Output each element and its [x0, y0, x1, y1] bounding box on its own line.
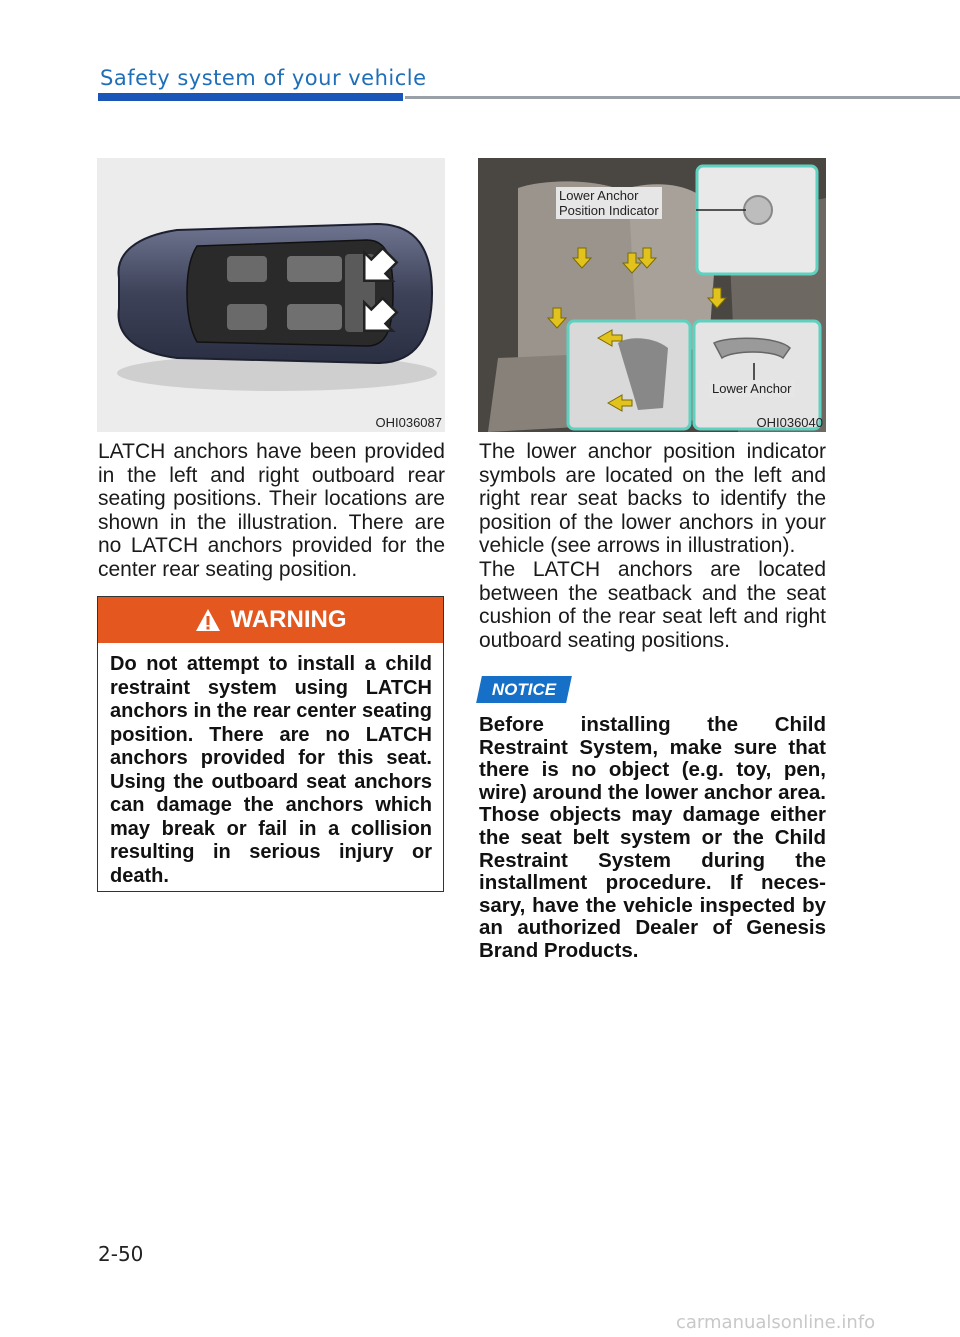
- lower-anchor-label: Lower Anchor: [709, 380, 795, 397]
- anchor-location-paragraph: The LATCH anchors are located between the seatback and the seat cushion of the rear seat left and right outboard seating positions.: [479, 558, 826, 652]
- watermark: carmanualsonline.info: [676, 1312, 876, 1333]
- car-top-view-icon: [97, 158, 445, 432]
- rear-seat-figure: [478, 158, 826, 432]
- figure-code: OHI036087: [375, 415, 442, 430]
- warning-header: [98, 597, 443, 643]
- page-number: 2-50: [98, 1242, 144, 1266]
- warning-label: WARNING: [230, 606, 347, 633]
- lower-anchor-indicator-label: Lower Anchor Position Indicator: [556, 187, 662, 219]
- indicator-paragraph: The lower anchor position indicator symbols are located on the left and right rear seat backs to identify the position of the lower anchors in your vehicle (see arrows in illustration).: [479, 440, 826, 557]
- notice-label: NOTICE: [491, 679, 557, 699]
- notice-text: Before installing the Child Restraint System, make sure that there is no object (e.g. toy, pen, wire) around the lower anchor area. Those objects may damage either the seat belt system or the Child Restraint System during the installment procedure. If neces-sary, have the vehicle inspected by an authorized Dealer of Genesis Brand Products.: [479, 713, 826, 962]
- warning-text: Do not attempt to install a child restraint system using LATCH anchors in the rear center seating position. There are no LATCH anchors provided for this seat. Using the outboard seat anchors can damage the anchors which may break or fail in a collision resulting in serious injury or death.: [110, 653, 432, 887]
- latch-intro-paragraph: LATCH anchors have been provided in the left and right outboard rear seating positions. Their locations are shown in the illustration. There are no LATCH anchors provided for the center rear seating position.: [98, 440, 445, 581]
- header-divider: [405, 96, 960, 99]
- warning-box: [97, 596, 444, 892]
- car-top-view-figure: [97, 158, 445, 432]
- section-title: Safety system of your vehicle: [100, 66, 427, 90]
- notice-badge: [476, 676, 572, 703]
- figure-code: OHI036040: [756, 415, 823, 430]
- warning-triangle-icon: [195, 608, 221, 632]
- header-accent-bar: [98, 93, 403, 101]
